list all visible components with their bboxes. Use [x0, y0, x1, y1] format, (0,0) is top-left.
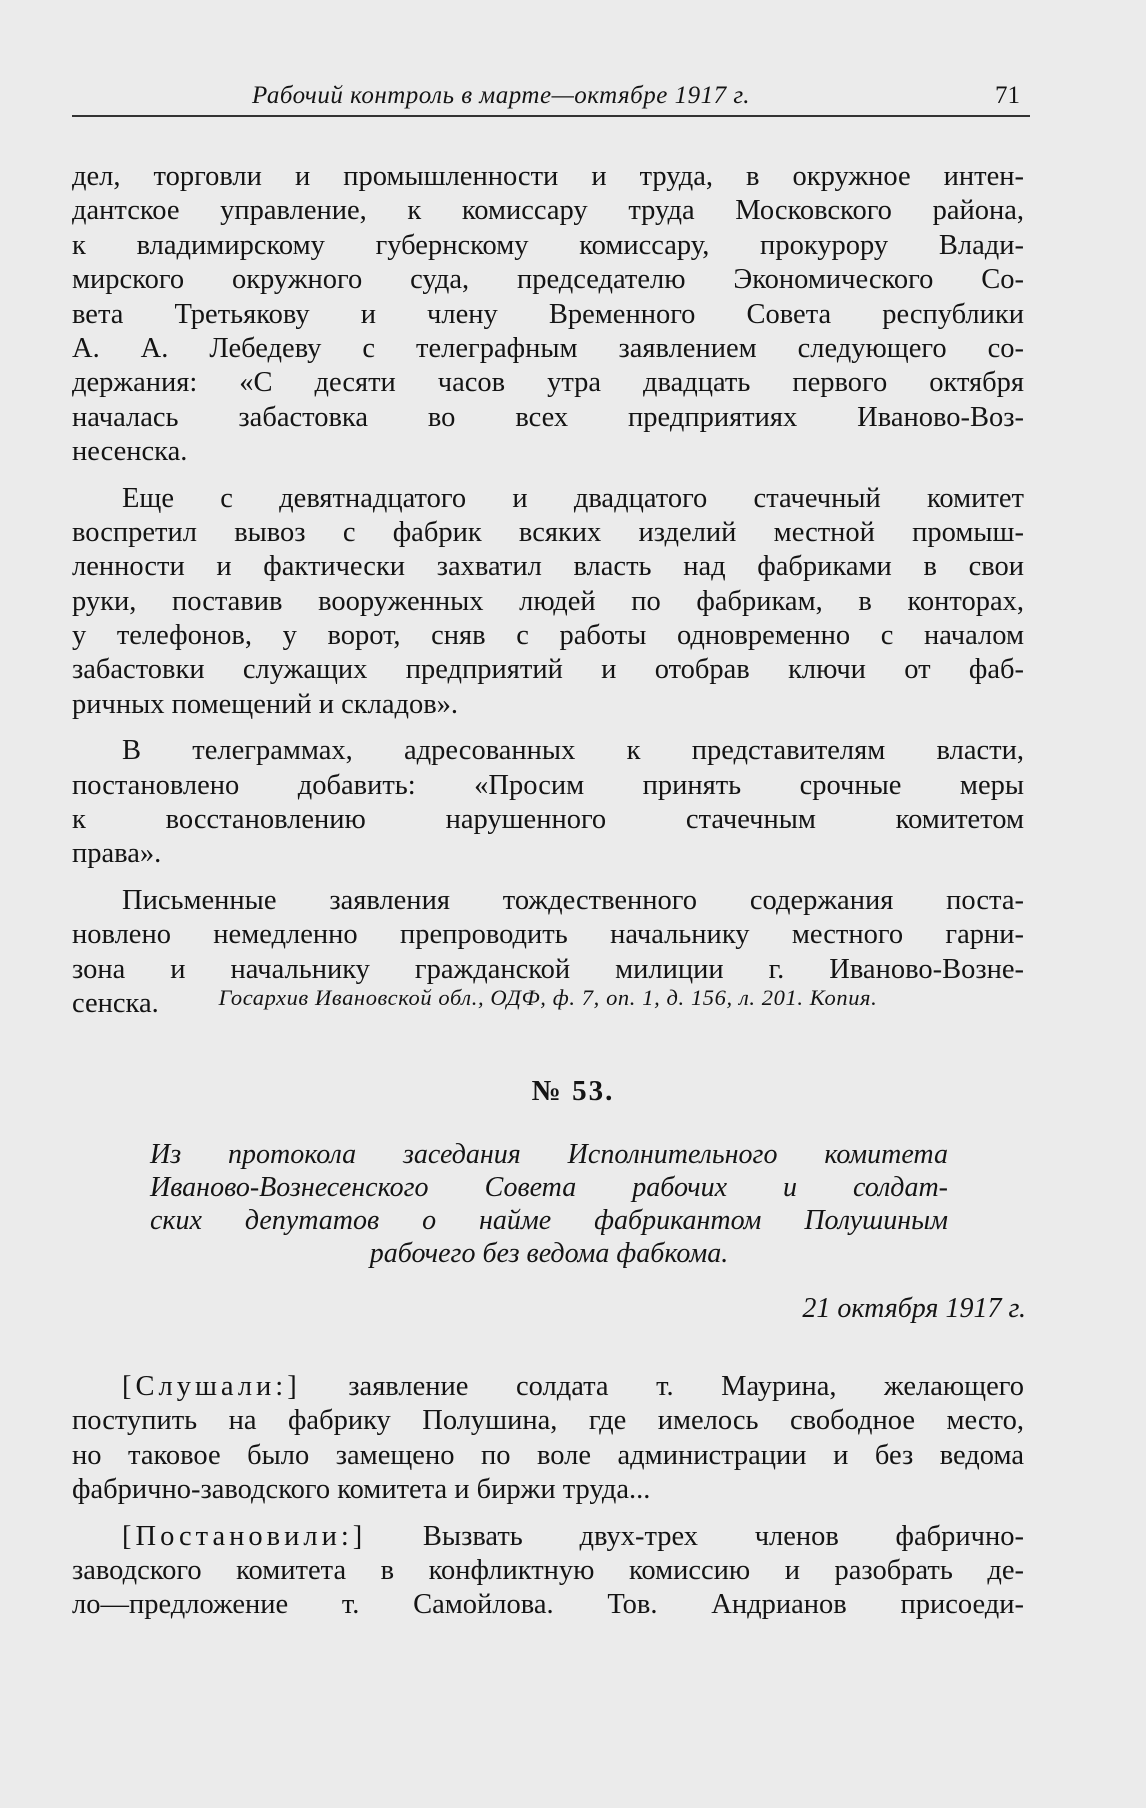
text-line: права».	[72, 838, 162, 870]
paragraph-heard	[72, 1370, 1024, 1508]
text-line: к восстановлению нарушенного стачечным комитетом	[72, 804, 1024, 836]
text-line: мирского окружного суда, председателю Экономического Со-	[72, 264, 1024, 296]
text-line	[72, 1520, 1024, 1554]
text-line: А. А. Лебедеву с телеграфным заявлением следующего со-	[72, 332, 1024, 364]
header-rule	[72, 115, 1030, 117]
page-number: 71	[995, 82, 1020, 109]
text-line: руки, поставив вооруженных людей по фабрикам, в конторах,	[72, 585, 1024, 617]
text-line: ло—предложение т. Самойлова. Тов. Андрианов присоеди-	[72, 1589, 1024, 1621]
paragraph-3	[72, 734, 1024, 872]
text-line: началась забастовка во всех предприятиях Иваново-Воз-	[72, 401, 1024, 433]
text-line: ленности и фактически захватил власть над фабриками в свои	[72, 551, 1024, 583]
title-line: рабочего без ведома фабкома.	[369, 1238, 729, 1269]
resolved-text: Вызвать двух-трех членов фабрично-	[422, 1520, 1024, 1552]
text-line: Письменные заявления тождественного содержания поста-	[122, 884, 1024, 916]
text-line: постановлено добавить: «Просим принять срочные меры	[72, 769, 1024, 801]
text-line: дантское управление, к комиссару труда Московского района,	[72, 195, 1024, 227]
running-header	[72, 82, 1030, 112]
text-line: ричных помещений и складов».	[72, 688, 459, 720]
text-line: сенска.	[72, 987, 159, 1019]
document-title	[150, 1138, 948, 1270]
text-line: зона и начальнику гражданской милиции г. Иваново-Возне-	[72, 953, 1024, 985]
text-line: вета Третьякову и члену Временного Совета республики	[72, 298, 1024, 330]
resolved-label: [Постановили:]	[122, 1520, 367, 1552]
text-line: держания: «С десяти часов утра двадцать первого октября	[72, 367, 1024, 399]
text-line: В телеграммах, адресованных к представителям власти,	[122, 735, 1024, 767]
title-line: ских депутатов о найме фабрикантом Полушиным	[150, 1205, 948, 1236]
protocol-text	[72, 1370, 1024, 1623]
running-header-title: Рабочий контроль в марте—октябре 1917 г.	[252, 82, 750, 109]
text-line: дел, торговли и промышленности и труда, в окружное интен-	[72, 161, 1024, 192]
text-line: поступить на фабрику Полушина, где имелось свободное место,	[72, 1405, 1024, 1437]
paragraph-2	[72, 482, 1024, 723]
heard-label: [Слушали:]	[122, 1371, 301, 1402]
paragraph-1	[72, 160, 1024, 470]
text-line: новлено немедленно препроводить начальнику местного гарни-	[72, 919, 1024, 951]
title-line: Иваново-Вознесенского Совета рабочих и солдат-	[150, 1172, 948, 1203]
text-line: заводского комитета в конфликтную комиссию и разобрать де-	[72, 1554, 1024, 1586]
document-number: № 53.	[531, 1075, 615, 1107]
text-line: у телефонов, у ворот, сняв с работы одновременно с началом	[72, 620, 1024, 652]
title-line: Из протокола заседания Исполнительного комитета	[150, 1139, 948, 1170]
text-line	[72, 1370, 1024, 1404]
heard-text: заявление солдата т. Маурина, желающего	[348, 1371, 1024, 1402]
text-line: фабрично-заводского комитета и биржи труда...	[72, 1474, 651, 1506]
paragraph-resolved	[72, 1520, 1024, 1623]
body-text	[72, 160, 1024, 1021]
text-line: Еще с девятнадцатого и двадцатого стачечный комитет	[122, 482, 1024, 514]
text-line: но таковое было замещено по воле администрации и без ведома	[72, 1439, 1024, 1471]
text-line: забастовки служащих предприятий и отобрав ключи от фаб-	[72, 654, 1024, 686]
text-line: к владимирскому губернскому комиссару, прокурору Влади-	[72, 229, 1024, 261]
text-line: несенска.	[72, 436, 188, 468]
archive-reference: Госархив Ивановской обл., ОДФ, ф. 7, оп. 1, д. 156, л. 201. Копия.	[218, 985, 878, 1010]
text-line: воспретил вывоз с фабрик всяких изделий местной промыш-	[72, 516, 1024, 548]
document-date: 21 октября 1917 г.	[802, 1293, 1026, 1324]
